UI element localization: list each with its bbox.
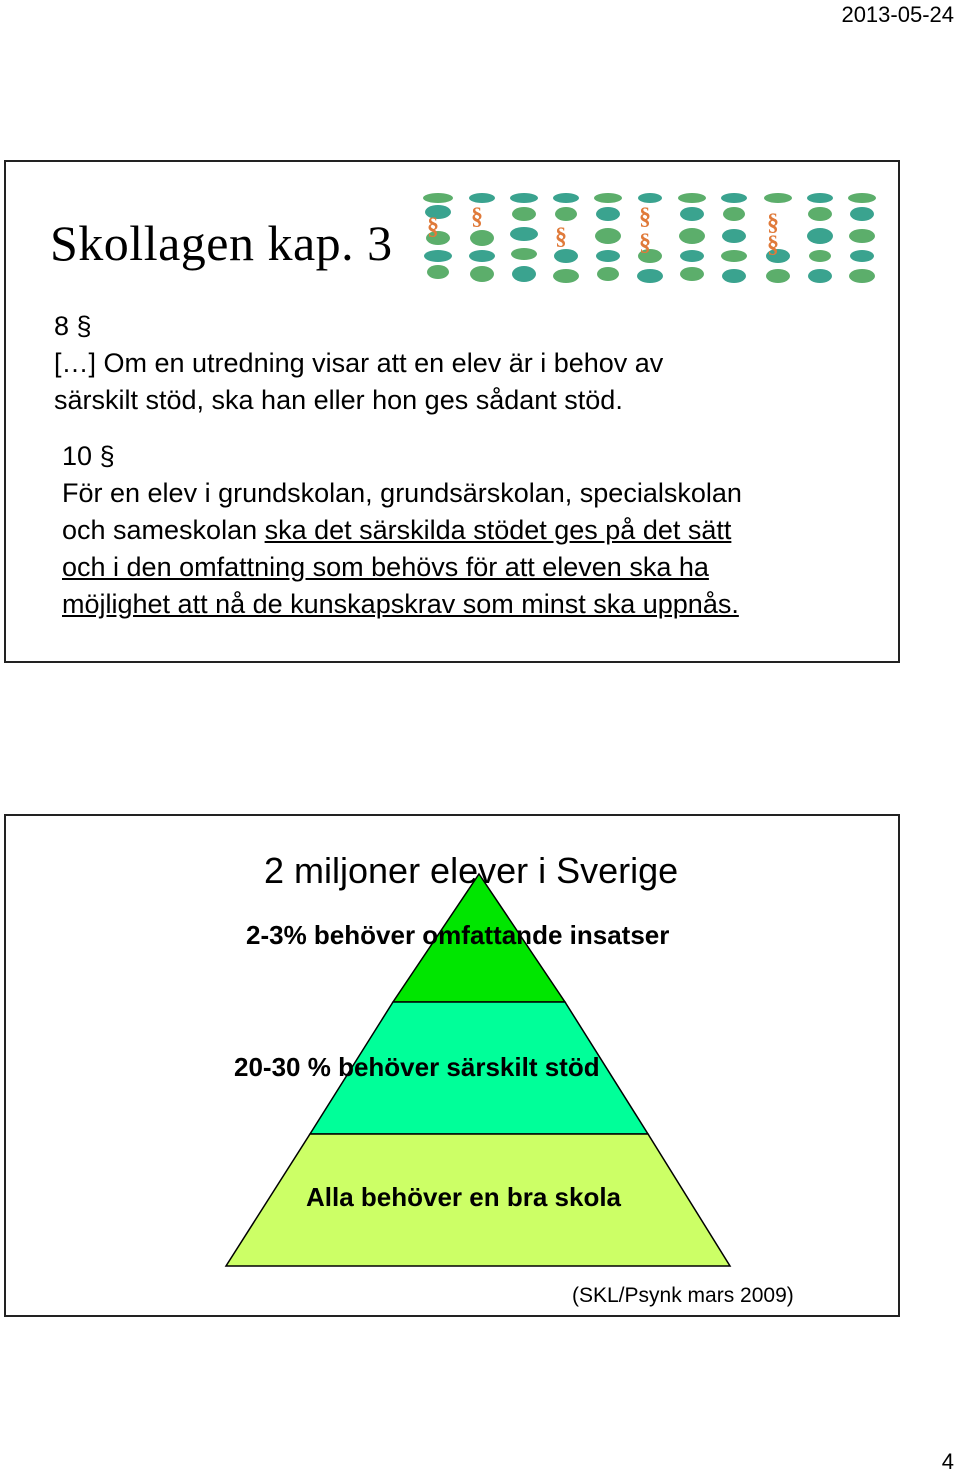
- section-8: [54, 308, 663, 419]
- svg-text:§: §: [639, 204, 651, 230]
- svg-text:§: §: [767, 232, 779, 258]
- tier-label-top: 2-3% behöver omfattande insatser: [246, 920, 670, 950]
- section-10-line-3: och i den omfattning som behövs för att eleven ska ha: [62, 552, 709, 582]
- section-10: [62, 438, 742, 623]
- svg-text:§: §: [471, 204, 483, 230]
- underlined-text: ska det särskilda stödet ges på det sätt: [264, 515, 732, 545]
- paragraph-pebbles-decoration: [420, 190, 880, 290]
- page-number: 4: [941, 1449, 954, 1474]
- tier-label-base: Alla behöver en bra skola: [306, 1182, 622, 1212]
- tier-label-middle: 20-30 % behöver särskilt stöd: [234, 1052, 600, 1082]
- paragraph-sign-icon: §: [99, 441, 115, 471]
- slide-skollagen: [4, 160, 900, 663]
- svg-text:§: §: [767, 210, 779, 236]
- svg-text:§: §: [639, 230, 651, 256]
- section-10-line-1: För en elev i grundskolan, grundsärskolan, specialskolan: [62, 478, 742, 508]
- slide-title: Skollagen kap. 3: [50, 215, 393, 271]
- paragraph-sign-icon: §: [427, 214, 439, 240]
- section-8-number: 8: [54, 311, 70, 341]
- section-8-line-1: […] Om en utredning visar att en elev är i behov av: [54, 348, 664, 378]
- page-date: 2013-05-24: [841, 2, 954, 27]
- pyramid-heading: 2 miljoner elever i Sverige: [264, 850, 679, 891]
- section-8-line-2: särskilt stöd, ska han eller hon ges sådant stöd.: [54, 385, 623, 415]
- paragraph-sign-icon: §: [76, 311, 92, 341]
- slide-pyramid: [4, 814, 900, 1317]
- section-10-line-2: och sameskolan ska det särskilda stödet ges på det sätt: [62, 515, 732, 545]
- section-10-number: 10: [62, 441, 93, 471]
- section-10-line-4: möjlighet att nå de kunskapskrav som minst ska uppnås.: [62, 589, 739, 619]
- source-citation: (SKL/Psynk mars 2009): [572, 1284, 794, 1307]
- svg-text:§: §: [555, 224, 567, 250]
